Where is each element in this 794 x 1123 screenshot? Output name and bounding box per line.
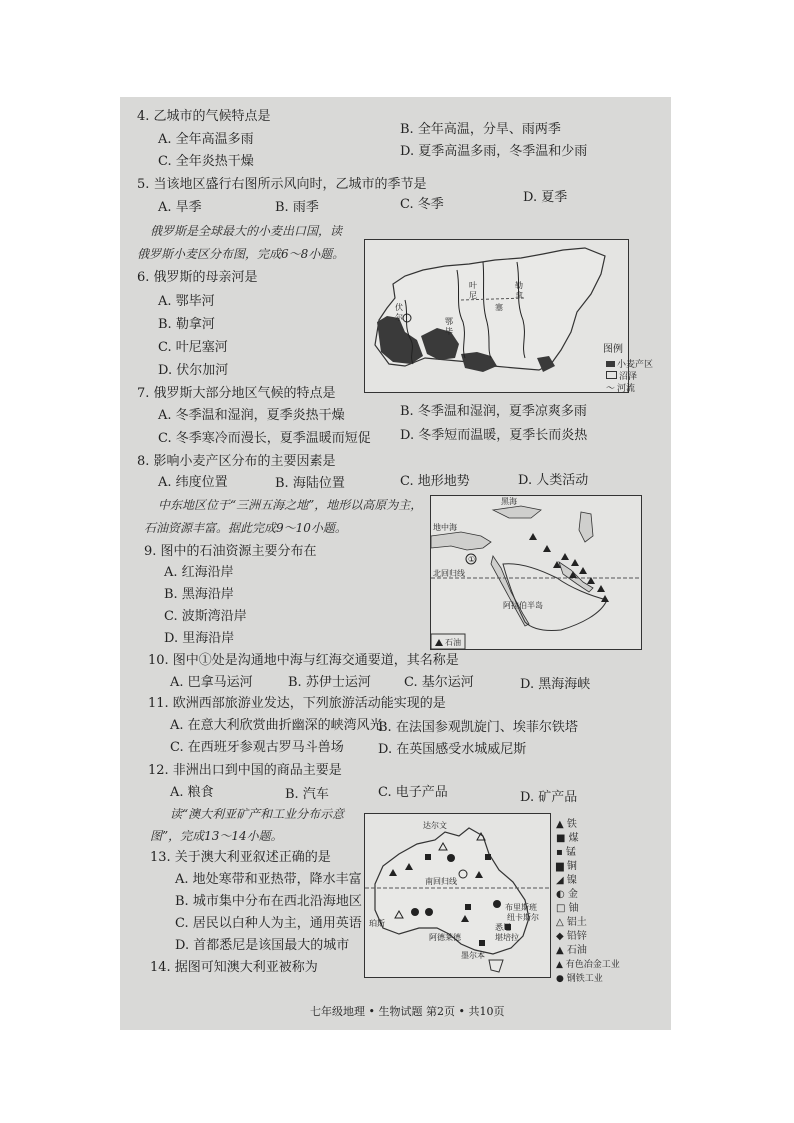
- river-legend-label: 河流: [617, 384, 636, 394]
- city-brisbane: 布里斯班: [505, 903, 537, 912]
- tropic-capricorn-label: 南回归线: [425, 877, 457, 886]
- q7-option-b: B. 冬季温和湿润，夏季凉爽多雨: [400, 404, 587, 419]
- q6-option-a: A. 鄂毕河: [158, 294, 215, 309]
- q9-stem: 9. 图中的石油资源主要分布在: [144, 544, 317, 559]
- nickel-legend-icon: ◢: [556, 875, 567, 886]
- copper-legend-label: 铜: [566, 861, 577, 872]
- map-label-9: 鄂: [445, 317, 453, 326]
- oil-icon: [529, 533, 537, 540]
- q5-option-b: B. 雨季: [275, 200, 319, 215]
- wheat-legend-label: 小麦产区: [617, 360, 654, 370]
- map-label-6: 塞: [495, 303, 503, 312]
- q11-option-a: A. 在意大利欣赏曲折幽深的峡湾风光: [170, 718, 383, 733]
- oil-icon: [579, 567, 587, 574]
- coal-legend-icon: ■: [556, 833, 569, 844]
- copper-legend-icon: ▆: [556, 861, 567, 872]
- q7-option-d: D. 冬季短而温暖，夏季长而炎热: [400, 428, 588, 443]
- nickel-legend-label: 镍: [566, 875, 577, 886]
- map-label-1: 尔: [395, 313, 403, 322]
- intro-6-8-line1: 俄罗斯是全球最大的小麦出口国，读: [150, 224, 343, 238]
- q13-option-d: D. 首都悉尼是该国最大的城市: [175, 938, 350, 953]
- q10-option-b: B. 苏伊士运河: [288, 675, 371, 690]
- q9-option-c: C. 波斯湾沿岸: [164, 609, 247, 624]
- uranium-legend-icon: □: [556, 903, 569, 914]
- q5-option-a: A. 旱季: [158, 200, 202, 215]
- q13-option-b: B. 城市集中分布在西北沿海地区: [175, 894, 362, 909]
- arabia-label: 阿拉伯半岛: [503, 601, 543, 610]
- q7-option-a: A. 冬季温和湿润，夏季炎热干燥: [158, 408, 345, 423]
- q11-option-b: B. 在法国参观凯旋门、埃菲尔铁塔: [378, 720, 578, 735]
- oil-icon: [561, 553, 569, 560]
- arabian-peninsula-outline: [503, 564, 607, 631]
- gold-icon: [411, 908, 419, 916]
- intro-13-14-line1: 读“澳大利亚矿产和工业分布示意: [170, 807, 345, 821]
- q4-option-d: D. 夏季高温多雨，冬季温和少雨: [400, 144, 588, 159]
- gold-icon: [425, 908, 433, 916]
- q7-stem: 7. 俄罗斯大部分地区气候的特点是: [137, 386, 336, 401]
- black-sea-label: 黑海: [501, 497, 517, 506]
- russia-wheat-map: [364, 239, 629, 393]
- oil-markers: [529, 533, 609, 602]
- q13-option-a: A. 地处寒带和亚热带，降水丰富: [175, 872, 362, 887]
- oil-icon: [571, 559, 579, 566]
- lead-zinc-legend-icon: ◆: [556, 931, 567, 942]
- bauxite-legend-icon: △: [556, 917, 567, 928]
- q11-stem: 11. 欧洲西部旅游业发达，下列旅游活动能实现的是: [148, 696, 446, 711]
- red-sea: [491, 556, 529, 626]
- gold-legend-icon: ◐: [556, 889, 568, 900]
- russia-map-drawing: [365, 240, 628, 392]
- city-sydney: 悉尼: [495, 923, 511, 932]
- legend-manganese: [556, 847, 576, 859]
- coal-icon: [485, 854, 491, 860]
- q4-option-c: C. 全年炎热干燥: [158, 154, 254, 169]
- q14-stem: 14. 据图可知澳大利亚被称为: [150, 960, 318, 975]
- q8-option-c: C. 地形地势: [400, 474, 470, 489]
- q12-option-c: C. 电子产品: [378, 785, 448, 800]
- q7-option-c: C. 冬季寒冷而漫长，夏季温暖而短促: [158, 431, 371, 446]
- russia-legend-swamp: [606, 371, 637, 383]
- tropic-label: 北回归线: [433, 569, 465, 578]
- nonferrous-legend-label: 有色冶金工业: [565, 960, 620, 970]
- q4-stem: 4. 乙城市的气候特点是: [137, 109, 271, 124]
- coal-legend-label: 煤: [568, 833, 579, 844]
- circle-1-label: ①: [468, 555, 476, 564]
- q10-option-a: A. 巴拿马运河: [170, 675, 253, 690]
- manganese-legend-label: 锰: [565, 847, 576, 858]
- oil-icon: [597, 585, 605, 592]
- wheat-legend-swatch: [606, 361, 615, 367]
- q10-stem: 10. 图中①处是沟通地中海与红海交通要道，其名称是: [148, 653, 459, 668]
- q8-option-a: A. 纬度位置: [158, 475, 228, 490]
- steel-industry-icon: [493, 900, 501, 908]
- mediterranean-sea: [431, 532, 491, 550]
- q4-option-a: A. 全年高温多雨: [158, 132, 254, 147]
- gold-legend-label: 金: [567, 889, 578, 900]
- q5-option-d: D. 夏季: [523, 190, 568, 205]
- russia-legend-river: [606, 383, 635, 395]
- legend-oil: [556, 945, 587, 957]
- q13-option-c: C. 居民以白种人为主，通用英语: [175, 916, 362, 931]
- middle-east-map-drawing: [431, 496, 641, 649]
- map-label-7: 勒: [515, 281, 523, 290]
- q9-option-a: A. 红海沿岸: [164, 565, 234, 580]
- legend-steel: [556, 973, 603, 985]
- q8-option-d: D. 人类活动: [518, 473, 589, 488]
- australia-map: [364, 813, 551, 978]
- mediterranean-label: 地中海: [433, 523, 457, 532]
- iron-legend-icon: ▲: [556, 819, 567, 830]
- coal-icon: [465, 904, 471, 910]
- middle-east-map: [430, 495, 642, 650]
- q10-option-d: D. 黑海海峡: [520, 677, 591, 692]
- q12-stem: 12. 非洲出口到中国的商品主要是: [148, 763, 342, 778]
- uranium-legend-label: 铀: [568, 903, 579, 914]
- q6-stem: 6. 俄罗斯的母亲河是: [137, 270, 258, 285]
- q9-option-b: B. 黑海沿岸: [164, 587, 234, 602]
- legend-uranium: [556, 903, 579, 915]
- map-label-8: 拿: [515, 291, 523, 300]
- map-label-4: 叶: [469, 281, 477, 290]
- uranium-icon: [447, 854, 455, 862]
- map-label-5: 尼: [469, 291, 477, 300]
- legend-coal: [556, 833, 579, 845]
- river-legend-icon: 〜: [606, 384, 616, 394]
- caspian-sea: [579, 512, 593, 542]
- russia-legend-title: 图例: [603, 344, 623, 355]
- q11-option-d: D. 在英国感受水城威尼斯: [378, 742, 527, 757]
- q5-option-c: C. 冬季: [400, 197, 444, 212]
- bauxite-legend-label: 铝土: [566, 917, 587, 928]
- map-label-0: 伏: [395, 303, 403, 312]
- oil-icon: [543, 545, 551, 552]
- legend-gold: [556, 889, 578, 901]
- tasmania: [489, 960, 503, 972]
- city-adelaide: 阿德莱德: [429, 933, 461, 942]
- nonferrous-legend-icon: ▲: [556, 960, 566, 970]
- q6-option-c: C. 叶尼塞河: [158, 340, 228, 355]
- australia-map-drawing: [365, 814, 550, 977]
- lead-zinc-legend-label: 铅锌: [566, 931, 587, 942]
- page-footer: 七年级地理 • 生物试题 第2页 • 共10页: [310, 1005, 505, 1018]
- exam-page: [120, 97, 671, 1030]
- intro-13-14-line2: 图”，完成13～14小题。: [150, 829, 283, 843]
- black-sea: [493, 506, 541, 518]
- oil-legend-label: 石油: [566, 945, 587, 956]
- q8-stem: 8. 影响小麦产区分布的主要因素是: [137, 454, 336, 469]
- russia-legend-wheat: [606, 359, 653, 371]
- legend-nickel: [556, 875, 577, 887]
- legend-lead-zinc: [556, 931, 587, 943]
- city-melbourne: 墨尔本: [461, 951, 485, 960]
- swamp-legend-label: 沼泽: [619, 372, 638, 382]
- coal-icon: [479, 940, 485, 946]
- intro-6-8-line2: 俄罗斯小麦区分布图，完成6～8小题。: [137, 247, 345, 261]
- swamp-legend-swatch: [606, 371, 617, 379]
- city-darwin: 达尔文: [423, 821, 447, 830]
- iron-legend-label: 铁: [566, 819, 577, 830]
- legend-bauxite: [556, 917, 587, 929]
- q8-option-b: B. 海陆位置: [275, 476, 345, 491]
- q12-option-d: D. 矿产品: [520, 790, 578, 805]
- oil-legend-label: 石油: [445, 638, 461, 647]
- q6-option-d: D. 伏尔加河: [158, 363, 229, 378]
- intro-9-10-line2: 石油资源丰富。据此完成9～10小题。: [144, 521, 347, 535]
- steel-legend-label: 钢铁工业: [566, 974, 603, 984]
- q13-stem: 13. 关于澳大利亚叙述正确的是: [150, 850, 331, 865]
- intro-9-10-line1: 中东地区位于“三洲五海之地”，地形以高原为主，: [158, 498, 423, 512]
- q10-option-c: C. 基尔运河: [404, 675, 474, 690]
- coal-icon: [425, 854, 431, 860]
- legend-iron: [556, 819, 577, 831]
- manganese-legend-icon: ▪: [556, 847, 566, 858]
- map-label-10: 毕: [445, 327, 453, 336]
- q6-option-b: B. 勒拿河: [158, 317, 215, 332]
- q5-stem: 5. 当该地区盛行右图所示风向时，乙城市的季节是: [137, 177, 427, 192]
- q9-option-d: D. 里海沿岸: [164, 631, 235, 646]
- legend-nonferrous: [556, 959, 620, 971]
- steel-legend-icon: ●: [556, 974, 567, 984]
- city-newcastle: 纽卡斯尔: [507, 913, 539, 922]
- oil-legend-icon: ▲: [556, 945, 567, 956]
- q4-option-b: B. 全年高温，分旱、雨两季: [400, 122, 561, 137]
- city-perth: 珀斯: [369, 919, 385, 928]
- q11-option-c: C. 在西班牙参观古罗马斗兽场: [170, 740, 344, 755]
- legend-copper: [556, 861, 577, 873]
- q12-option-a: A. 粮食: [170, 785, 214, 800]
- city-canberra: 堪培拉: [495, 933, 519, 942]
- q12-option-b: B. 汽车: [285, 787, 329, 802]
